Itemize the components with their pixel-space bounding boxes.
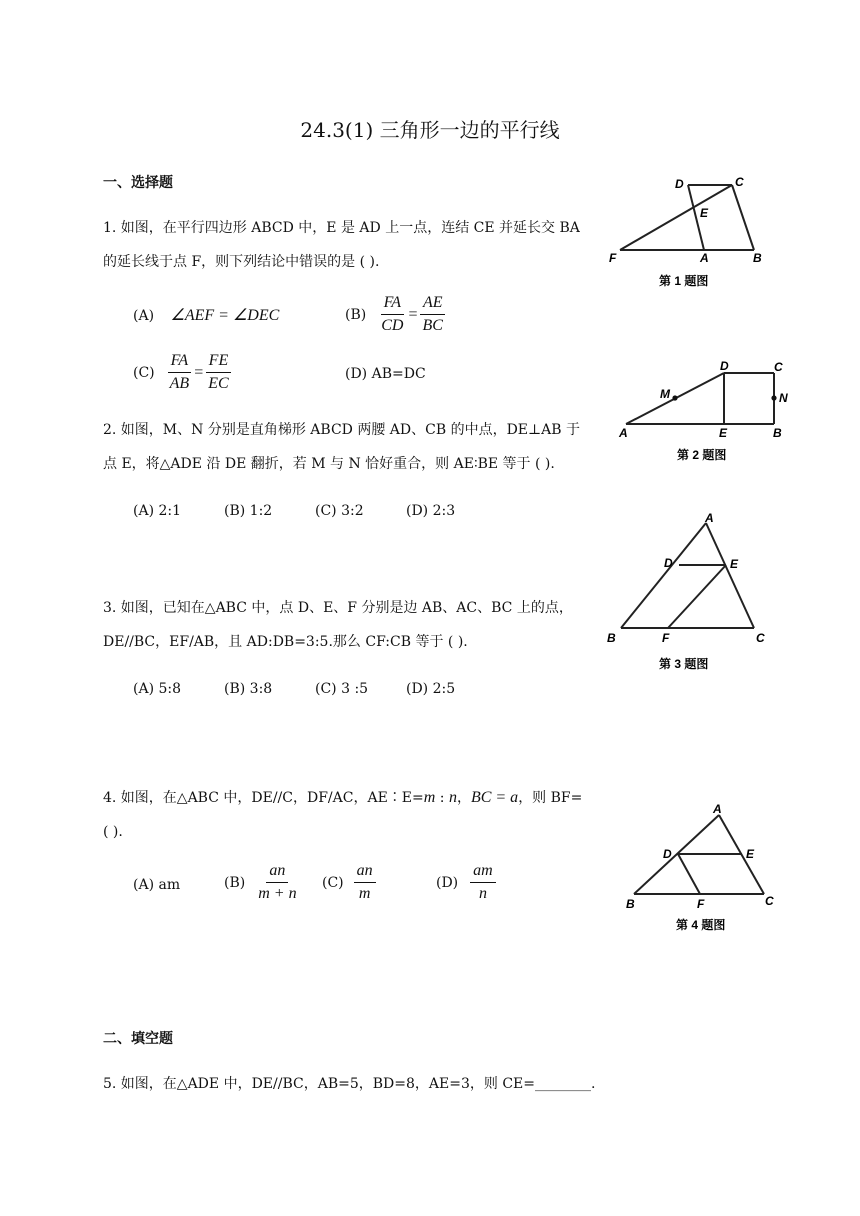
q4-text-part: ，则 BF=: [518, 790, 583, 806]
q4-text-line1: [103, 788, 582, 808]
q3-option-b: (B) 3:8: [224, 681, 273, 697]
numerator: AE: [420, 294, 446, 315]
fraction: [378, 294, 406, 335]
fig2-label-d: D: [720, 359, 729, 373]
fig3-label-b: B: [607, 631, 616, 645]
q4-var-n: n: [448, 789, 457, 806]
q4-text-line2: ( ).: [103, 824, 123, 840]
q3-option-a: (A) 5:8: [133, 681, 182, 697]
point-m: [672, 395, 677, 400]
fraction: [167, 352, 193, 393]
fig3-label-f: F: [662, 631, 670, 645]
section-heading-choice: 一、选择题: [103, 175, 173, 191]
option-label: (C): [133, 364, 155, 381]
fig4-label-d: D: [663, 847, 672, 861]
fig4-label-b: B: [626, 897, 635, 911]
q4-option-c: [322, 862, 378, 903]
fig1-label-a: A: [700, 251, 709, 265]
figure-4: [624, 798, 789, 942]
fig1-label-f: F: [609, 251, 617, 265]
fig3-label-c: C: [756, 631, 765, 645]
q2-text-line1: 2. 如图，M、N 分别是直角梯形 ABCD 两腰 AD、CB 的中点，DE⊥AB 于: [103, 422, 581, 438]
q1-option-d: (D) AB=DC: [345, 366, 426, 382]
fig4-label-c: C: [765, 894, 774, 908]
fig2-label-c: C: [774, 360, 783, 374]
denominator: m: [358, 885, 371, 902]
option-label: (D): [436, 874, 459, 891]
q4-text-part: ，: [456, 790, 471, 806]
fig1-label-b: B: [753, 251, 762, 265]
fig2-caption: 第 2 题图: [677, 448, 727, 462]
q5-text-line1: 5. 如图，在△ADE 中，DE//BC，AB=5，BD=8，AE=3，则 CE=________.: [103, 1076, 596, 1092]
fig2-label-b: B: [773, 426, 782, 440]
option-label: (A): [133, 308, 155, 324]
option-label: (B): [224, 874, 246, 891]
q4-math-bc: BC = a: [470, 789, 519, 806]
denominator: BC: [422, 317, 443, 334]
denominator: n: [478, 885, 487, 902]
fig4-label-e: E: [746, 847, 755, 861]
fig3-label-d: D: [664, 556, 673, 570]
fig2-label-e: E: [719, 426, 728, 440]
fig2-label-n: N: [779, 391, 788, 405]
fraction: [205, 352, 231, 393]
denominator: AB: [169, 375, 190, 392]
q1-text-line2: 的延长线于点 F，则下列结论中错误的是 ( ).: [103, 254, 380, 270]
fig1-label-d: D: [675, 177, 684, 191]
q3-text-line1: 3. 如图，已知在△ABC 中，点 D、E、F 分别是边 AB、AC、BC 上的点，: [103, 600, 573, 616]
fraction: [354, 862, 376, 903]
denominator: CD: [381, 317, 404, 334]
fig1-caption: 第 1 题图: [659, 274, 709, 288]
section-heading-fill: 二、填空题: [103, 1031, 173, 1047]
q2-option-a: (A) 2:1: [133, 503, 182, 519]
fraction: [419, 294, 445, 335]
page-title: 24.3(1) 三角形一边的平行线: [300, 118, 560, 142]
fig4-label-f: F: [697, 897, 705, 911]
option-math: ∠AEF = ∠DEC: [170, 307, 280, 324]
option-label: (C): [322, 874, 344, 891]
fig4-label-a: A: [713, 802, 722, 816]
option-label: (B): [345, 306, 367, 323]
fig1-label-c: C: [735, 175, 744, 189]
equals-sign: =: [408, 305, 418, 323]
q3-option-d: (D) 2:5: [406, 681, 456, 697]
fig3-caption: 第 3 题图: [659, 657, 709, 671]
figure-2: [614, 358, 794, 472]
denominator: m + n: [258, 885, 297, 902]
q4-var-m: m: [423, 789, 436, 806]
fig2-label-m: M: [660, 387, 670, 401]
q1-option-a: [133, 305, 279, 325]
q2-option-d: (D) 2:3: [406, 503, 456, 519]
q4-option-b: [224, 862, 302, 903]
fraction: [255, 862, 299, 903]
q2-option-c: (C) 3:2: [315, 503, 364, 519]
q4-option-d: [436, 862, 498, 903]
denominator: EC: [208, 375, 229, 392]
q4-option-a: (A) am: [133, 877, 181, 893]
numerator: FE: [206, 352, 232, 373]
fig3-label-a: A: [705, 511, 714, 525]
fig4-caption: 第 4 题图: [676, 918, 726, 932]
numerator: am: [470, 862, 496, 883]
fraction: [470, 862, 496, 903]
fig3-label-e: E: [730, 557, 739, 571]
q2-option-b: (B) 1:2: [224, 503, 273, 519]
numerator: an: [354, 862, 376, 883]
equals-sign: =: [194, 363, 204, 381]
q2-text-line2: 点 E，将△ADE 沿 DE 翻折，若 M 与 N 恰好重合，则 AE∶BE 等于 ( ).: [103, 456, 555, 472]
q1-option-b: [345, 294, 448, 335]
figure-3: [604, 508, 779, 682]
q1-option-c: [133, 352, 234, 393]
numerator: an: [266, 862, 288, 883]
point-n: [771, 395, 776, 400]
figure-1: [604, 172, 774, 296]
q4-text-part: 4. 如图，在△ABC 中，DE//C，DF/AC，AE∶E=: [103, 790, 424, 806]
fig2-label-a: A: [619, 426, 628, 440]
numerator: FA: [168, 352, 191, 373]
q3-option-c: (C) 3 :5: [315, 681, 369, 697]
numerator: FA: [381, 294, 404, 315]
fig1-label-e: E: [700, 206, 709, 220]
q4-colon: :: [435, 790, 449, 806]
q1-text-line1: 1. 如图，在平行四边形 ABCD 中，E 是 AD 上一点，连结 CE 并延长交 BA: [103, 220, 580, 236]
q3-text-line2: DE//BC，EF/AB，且 AD:DB=3:5.那么 CF:CB 等于 ( ).: [103, 634, 468, 650]
